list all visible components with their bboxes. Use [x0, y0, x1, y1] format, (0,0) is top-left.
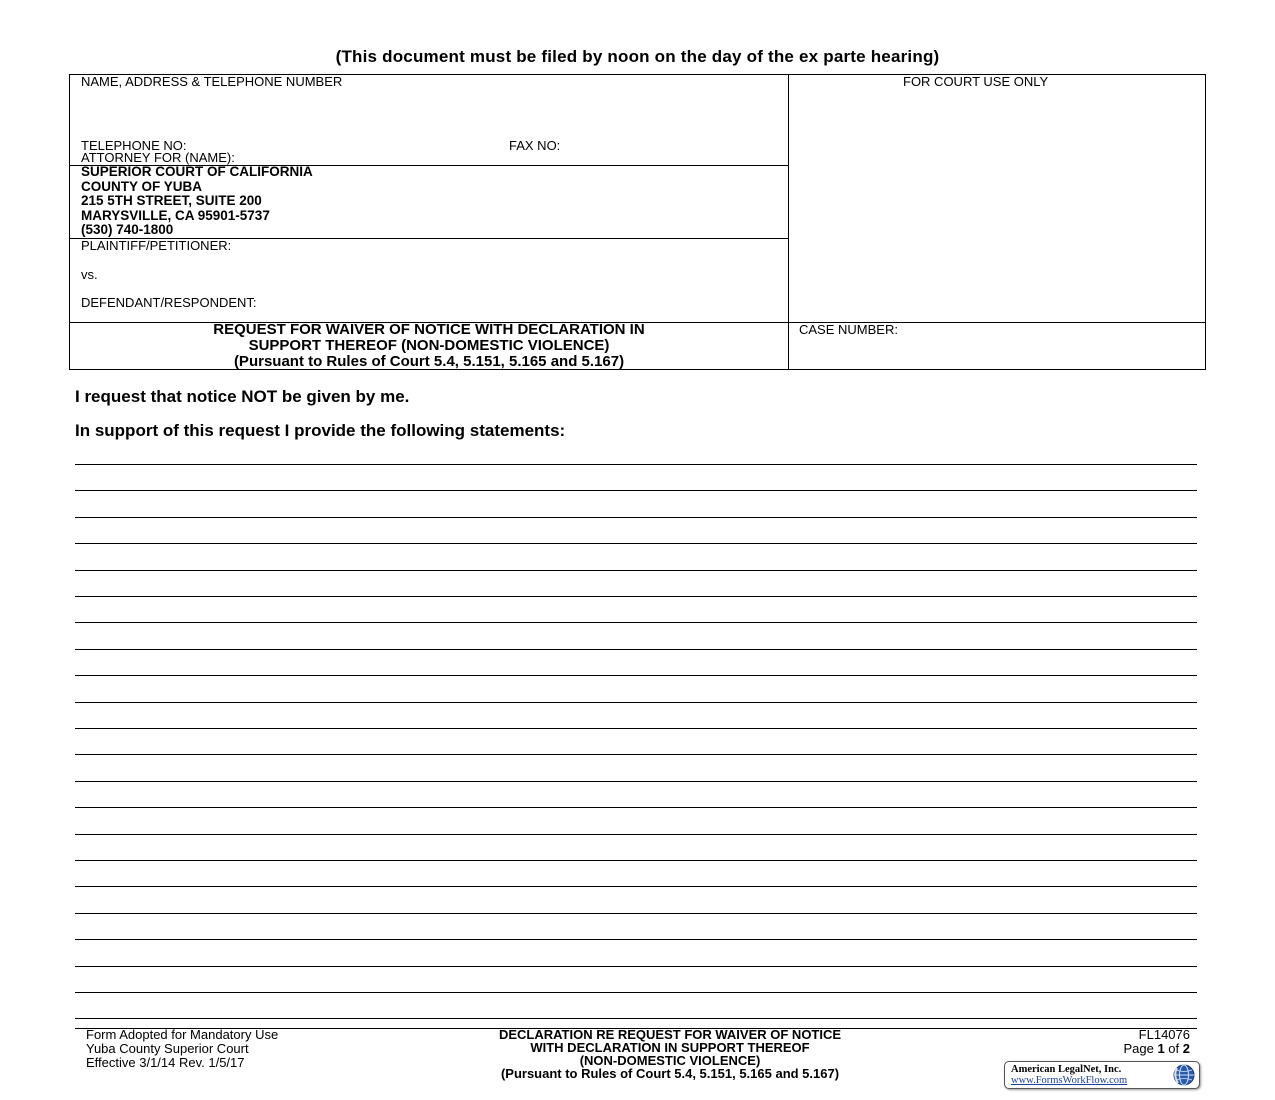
form-number: FL14076	[1138, 1027, 1190, 1042]
writing-line[interactable]	[75, 807, 1197, 808]
page-prefix: Page	[1123, 1041, 1158, 1056]
writing-line[interactable]	[75, 517, 1197, 518]
footer-left-line-3: Effective 3/1/14 Rev. 1/5/17	[86, 1055, 245, 1070]
footer-adoption-info	[86, 1028, 278, 1070]
writing-line[interactable]	[75, 992, 1197, 993]
writing-line[interactable]	[75, 728, 1197, 729]
name-address-label: NAME, ADDRESS & TELEPHONE NUMBER	[81, 74, 343, 89]
plaintiff-label: PLAINTIFF/PETITIONER:	[81, 238, 232, 253]
writing-line[interactable]	[75, 570, 1197, 571]
page-middle: of	[1164, 1041, 1183, 1056]
attorney-for-label: ATTORNEY FOR (NAME):	[81, 150, 235, 165]
page-current: 1	[1157, 1041, 1165, 1056]
footer-title-line-4: (Pursuant to Rules of Court 5.4, 5.151, 5.165 and 5.167)	[500, 1066, 840, 1081]
globe-icon	[1172, 1063, 1196, 1087]
writing-line[interactable]	[75, 464, 1197, 465]
writing-line[interactable]	[75, 596, 1197, 597]
court-city-line: MARYSVILLE, CA 95901-5737	[81, 207, 270, 223]
footer-title-line-2: WITH DECLARATION IN SUPPORT THEREOF	[530, 1040, 810, 1055]
footer-form-info	[1123, 1028, 1190, 1056]
writing-line[interactable]	[75, 913, 1197, 914]
writing-line[interactable]	[75, 490, 1197, 491]
page-indicator	[1123, 1042, 1190, 1056]
writing-line[interactable]	[75, 939, 1197, 940]
page-total: 2	[1182, 1041, 1190, 1056]
writing-line[interactable]	[75, 834, 1197, 835]
writing-line[interactable]	[75, 781, 1197, 782]
caption-column-divider	[788, 74, 789, 370]
form-title-line-3: (Pursuant to Rules of Court 5.4, 5.151, 5.165 and 5.167)	[233, 353, 625, 370]
court-use-only-label: FOR COURT USE ONLY	[903, 74, 1049, 89]
court-street-line: 215 5TH STREET, SUITE 200	[81, 193, 262, 208]
writing-line[interactable]	[75, 622, 1197, 623]
form-title	[70, 322, 788, 370]
request-statement: I request that notice NOT be given by me.	[75, 387, 410, 406]
writing-line[interactable]	[75, 543, 1197, 544]
support-statement: In support of this request I provide the following statements:	[75, 421, 566, 440]
defendant-label: DEFENDANT/RESPONDENT:	[81, 295, 257, 310]
form-title-line-1: REQUEST FOR WAIVER OF NOTICE WITH DECLARATION IN	[213, 321, 645, 338]
court-name-line: SUPERIOR COURT OF CALIFORNIA	[81, 164, 313, 179]
fax-label: FAX NO:	[509, 138, 561, 153]
writing-line[interactable]	[75, 675, 1197, 676]
writing-line[interactable]	[75, 1018, 1197, 1019]
footer-title-line-1: DECLARATION RE REQUEST FOR WAIVER OF NOTICE	[498, 1027, 842, 1042]
american-legalnet-logo[interactable]	[1004, 1061, 1200, 1089]
writing-line[interactable]	[75, 649, 1197, 650]
writing-line[interactable]	[75, 966, 1197, 967]
court-county-line: COUNTY OF YUBA	[81, 178, 203, 194]
footer-form-title	[420, 1028, 920, 1080]
vs-label: vs.	[81, 267, 98, 282]
writing-line[interactable]	[75, 860, 1197, 861]
logo-url-link[interactable]: www.FormsWorkFlow.com	[1011, 1075, 1128, 1086]
case-number-label: CASE NUMBER:	[799, 322, 898, 337]
logo-company-name: American LegalNet, Inc.	[1011, 1064, 1122, 1075]
writing-line[interactable]	[75, 702, 1197, 703]
form-title-line-2: SUPPORT THEREOF (NON-DOMESTIC VIOLENCE)	[248, 337, 610, 354]
footer-left-line-2: Yuba County Superior Court	[86, 1041, 249, 1056]
footer-left-line-1: Form Adopted for Mandatory Use	[86, 1027, 279, 1042]
writing-line[interactable]	[75, 886, 1197, 887]
footer-title-line-3: (NON-DOMESTIC VIOLENCE)	[579, 1053, 761, 1068]
telephone-label: TELEPHONE NO:	[81, 138, 187, 153]
filing-deadline-banner: (This document must be filed by noon on the day of the ex parte hearing)	[335, 47, 940, 66]
court-phone-line: (530) 740-1800	[81, 222, 174, 237]
court-address-block	[81, 165, 313, 238]
writing-line[interactable]	[75, 754, 1197, 755]
